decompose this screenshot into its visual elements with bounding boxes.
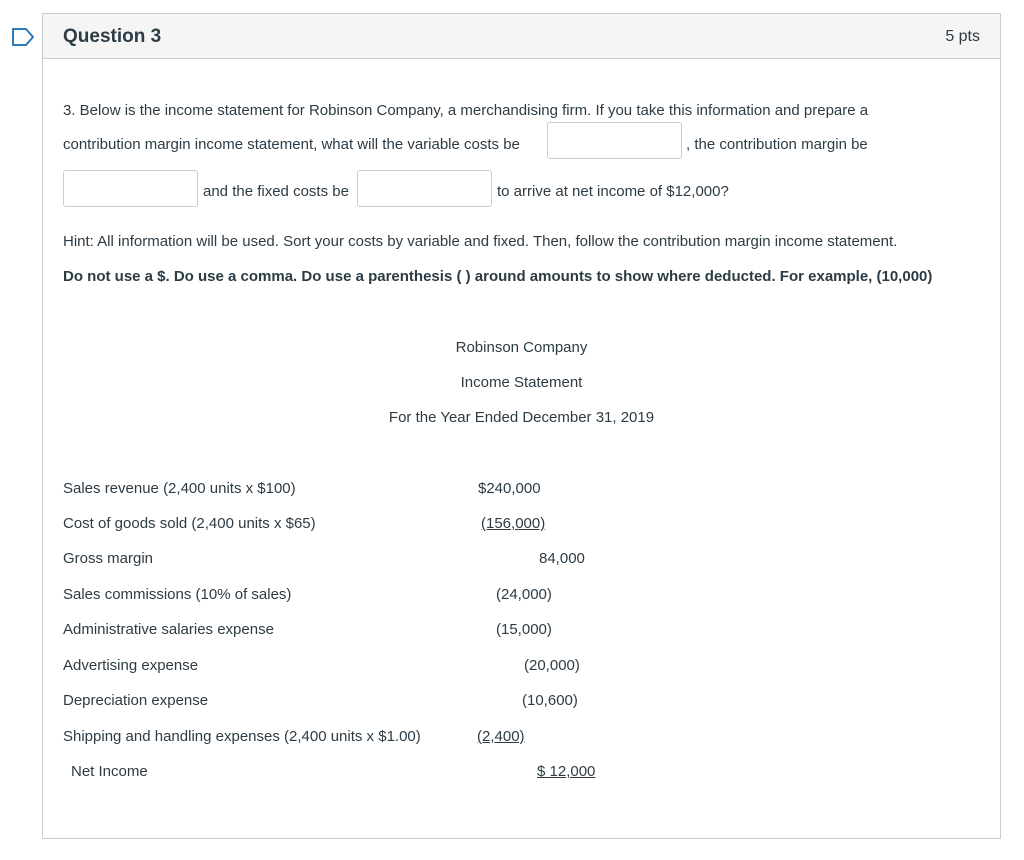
- row-value-commissions: (24,000): [496, 586, 552, 603]
- row-label-advertising: Advertising expense: [63, 657, 199, 674]
- flag-question-icon[interactable]: [10, 27, 36, 47]
- row-label-commissions: Sales commissions (10% of sales): [63, 586, 292, 603]
- row-label-sales: Sales revenue (2,400 units x $100): [63, 480, 296, 497]
- variable-costs-input[interactable]: [547, 122, 682, 159]
- question-text-line1: 3. Below is the income statement for Robinson Company, a merchandising firm. If you take this information and prepare a: [63, 102, 869, 119]
- row-label-gross-margin: Gross margin: [63, 550, 154, 567]
- question-text-line2a: contribution margin income statement, what will the variable costs be: [63, 136, 520, 153]
- row-label-depreciation: Depreciation expense: [63, 692, 209, 709]
- row-value-net-income: $ 12,000: [537, 763, 596, 780]
- instruction-text: Do not use a $. Do use a comma. Do use a parenthesis ( ) around amounts to show where deducted. For example, (10,000): [63, 268, 933, 285]
- statement-company: Robinson Company: [455, 339, 588, 356]
- question-text-line2b: , the contribution margin be: [686, 136, 868, 153]
- row-value-depreciation: (10,600): [522, 692, 578, 709]
- contribution-margin-input[interactable]: [63, 170, 198, 207]
- row-label-cogs: Cost of goods sold (2,400 units x $65): [63, 515, 316, 532]
- row-label-net-income: Net Income: [71, 763, 148, 780]
- question-text-line3a: and the fixed costs be: [203, 183, 349, 200]
- row-value-admin-salaries: (15,000): [496, 621, 552, 638]
- row-value-sales: $240,000: [478, 480, 541, 497]
- row-label-admin-salaries: Administrative salaries expense: [63, 621, 274, 638]
- row-value-advertising: (20,000): [524, 657, 580, 674]
- question-card: [42, 13, 1001, 839]
- question-title: Question 3: [63, 26, 162, 47]
- question-points: 5 pts: [945, 28, 980, 45]
- statement-period: For the Year Ended December 31, 2019: [388, 409, 655, 426]
- statement-title: Income Statement: [460, 374, 583, 391]
- row-label-shipping: Shipping and handling expenses (2,400 units x $1.00): [63, 728, 421, 745]
- row-value-gross-margin: 84,000: [539, 550, 585, 567]
- row-value-cogs: (156,000): [481, 515, 546, 532]
- hint-text: Hint: All information will be used. Sort your costs by variable and fixed. Then, follow the contribution margin income statement.: [63, 233, 898, 250]
- fixed-costs-input[interactable]: [357, 170, 492, 207]
- question-header: [43, 14, 1000, 59]
- question-text-line3b: to arrive at net income of $12,000?: [497, 183, 729, 200]
- row-value-shipping: (2,400): [477, 728, 525, 745]
